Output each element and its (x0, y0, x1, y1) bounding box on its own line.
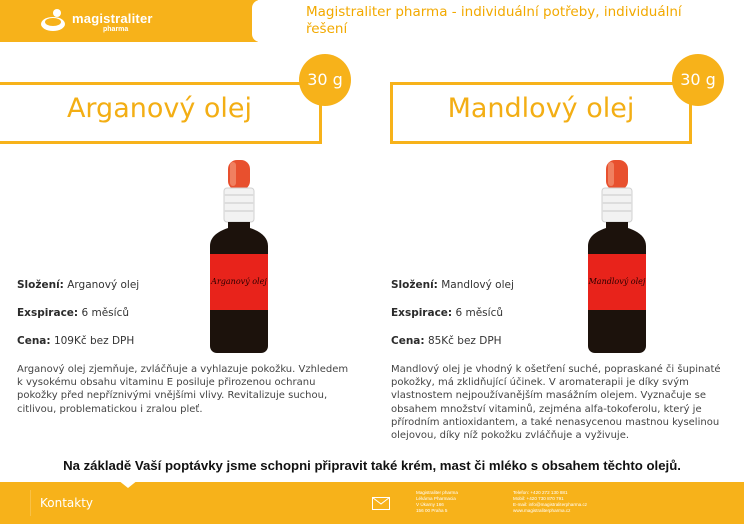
footer-divider (30, 490, 31, 516)
composition-line (17, 279, 139, 291)
footer-notch (118, 480, 138, 488)
price-line (17, 335, 134, 347)
composition-label: Složení: (17, 279, 64, 291)
bottle-label-text: Mandlový olej (588, 277, 646, 286)
address-line: Lékárna Pharmacia (416, 496, 456, 501)
contact-email[interactable]: E-mail: info@magistraliterpharma.cz (513, 502, 588, 507)
brand-name: magistraliter (72, 11, 153, 26)
composition-value: Arganový olej (67, 279, 140, 291)
bottom-note: Na základě Vaší poptávky jsme schopni připravit také krém, mast či mléko s obsahem těchto olejů. (63, 458, 681, 473)
composition-value: Mandlový olej (441, 279, 514, 291)
weight-badge: 30 g (299, 54, 351, 106)
mail-icon[interactable] (372, 497, 390, 510)
address-line: 156 00 Praha 5 (416, 508, 448, 513)
expiry-line (17, 307, 129, 319)
logo-mark-icon (40, 8, 66, 32)
address-line: Magistraliter pharma (416, 490, 458, 495)
weight-badge: 30 g (672, 54, 724, 106)
contact-mobile[interactable]: Mobil: +420 730 870 791 (513, 496, 564, 501)
product-title-box-argan (0, 82, 322, 144)
address-line: V Úkarny 166 (416, 502, 444, 507)
bottle-label-text: Arganový olej (211, 277, 267, 286)
product-title: Arganový olej (66, 93, 253, 124)
composition-label: Složení: (391, 279, 438, 291)
price-label: Cena: (391, 335, 425, 347)
expiry-line (391, 307, 503, 319)
expiry-value: 6 měsíců (455, 307, 503, 319)
contact-web[interactable]: www.magistraliterpharma.cz (513, 508, 571, 513)
expiry-label: Exspirace: (391, 307, 453, 319)
expiry-value: 6 měsíců (81, 307, 129, 319)
contacts-link[interactable]: Kontakty (40, 496, 94, 510)
footer-address (416, 490, 458, 514)
price-value: 109Kč bez DPH (53, 335, 135, 347)
price-label: Cena: (17, 335, 51, 347)
contact-phone[interactable]: Telefon: +420 272 130 881 (513, 490, 568, 495)
brand-sub: pharma (103, 26, 129, 33)
almond-bottle-image (586, 158, 648, 354)
page-title: Magistraliter pharma - individuální potřeby, individuální řešení (306, 4, 682, 37)
argan-bottle-image (208, 158, 270, 354)
product-title: Mandlový olej (447, 93, 635, 124)
expiry-label: Exspirace: (17, 307, 79, 319)
product-description: Mandlový olej je vhodný k ošetření suché, popraskané či šupinaté pokožky, má zklidňující účinek. V aromaterapii je díky svým vlastnostem nejpoužívanějším masážním olejem. Vyznačuje se obsahem množství vitaminů, zejména alfa-tokoferolu, který je přírodním antioxidantem, a také nenasycenou mastnou kyselinou olejovou, díky níž pokožku zvláčňuje a vyživuje. (391, 364, 721, 442)
product-title-box-almond (390, 82, 692, 144)
composition-line (391, 279, 514, 291)
price-value: 85Kč bez DPH (427, 335, 502, 347)
brand-logo[interactable] (40, 6, 160, 36)
price-line (391, 335, 502, 347)
footer-contact-details (513, 490, 587, 514)
product-description: Arganový olej zjemňuje, zvláčňuje a vyhlazuje pokožku. Vzhledem k vysokému obsahu vitaminu E posiluje přirozenou ochranu pokožky před nepříznivými vnějšími vlivy. Revitalizuje suchou, citlivou, problematickou i zralou pleť. (17, 364, 349, 415)
